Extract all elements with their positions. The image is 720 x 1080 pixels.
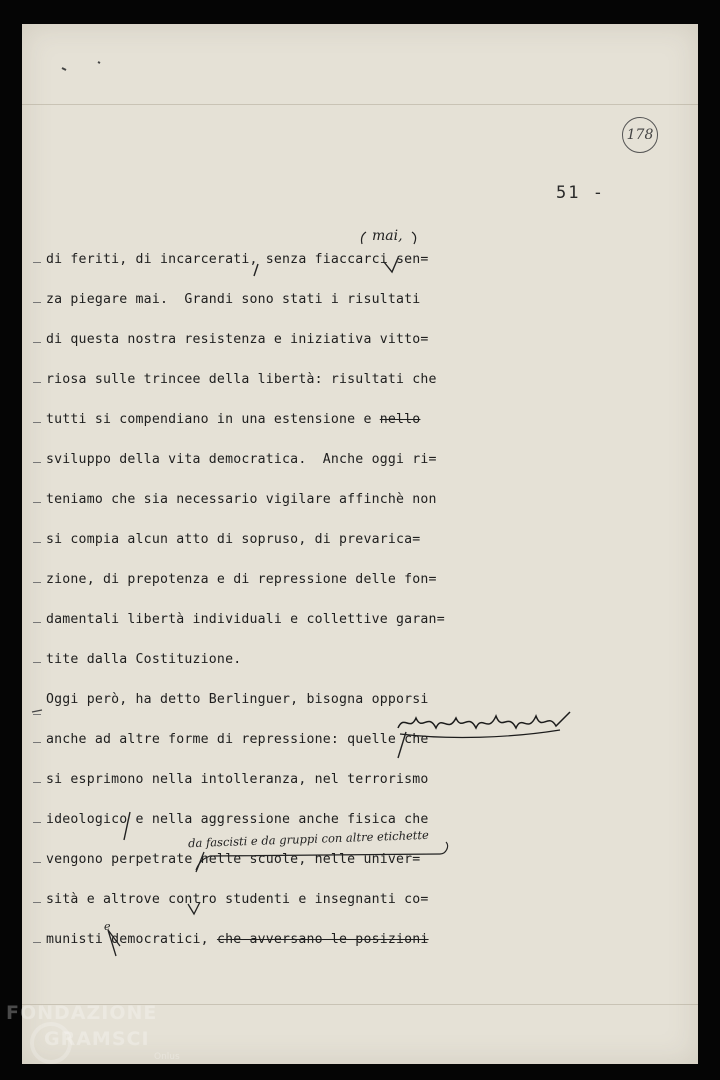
bracket-mark [412,232,416,244]
logo-line-3: Onlus [154,1052,180,1062]
fondazione-gramsci-logo [6,1000,186,1080]
margin-scratch [62,68,66,70]
text-line: Oggi però, ha detto Berlinguer, bisogna opporsi [46,692,429,707]
struck-phrase: che avversano le posizioni [216,932,429,947]
handwritten-insert-fascisti: da fascisti e da gruppi con altre etichette [187,827,430,851]
text-fragment: tutti si compendiano in una estensione e [46,412,380,427]
text-line: ideologico e nella aggressione anche fisica che [46,812,429,827]
text-line: di feriti, di incarcerati, senza fiaccarci sen= [46,252,429,267]
caret-mark [188,902,200,914]
insert-curve [196,842,448,870]
text-line: di questa nostra resistenza e iniziativa vitto= [46,332,429,347]
text-line: sità e altrove contro studenti e insegnanti co= [46,892,429,907]
bracket-mark [362,232,367,244]
comma-insert [254,264,258,276]
struck-word: nello [379,412,421,427]
text-line: si compia alcun atto di sopruso, di prevarica= [46,532,421,547]
text-line: za piegare mai. Grandi sono stati i risultati [46,292,421,307]
page-number: 51 - [556,183,605,203]
handwritten-insert-e: e [104,920,111,933]
logo-line-2: GRAMSCI [44,1028,150,1050]
text-fragment: munisti democratici, [46,932,217,947]
caret-mark [384,258,398,272]
slash-mark [108,930,120,956]
scribble-strike [398,712,570,728]
text-line: riosa sulle trincee della libertà: risultati che [46,372,437,387]
text-line: vengono perpetrate nelle scuole, nelle univer= [46,852,421,867]
slash-mark [196,852,204,872]
handwritten-insert-mai: mai, [372,228,403,244]
slash-mark [398,732,406,758]
text-line: zione, di prepotenza e di repressione delle fon= [46,572,437,587]
text-line: anche ad altre forme di repressione: quelle che [46,732,429,747]
scribble-underline [400,730,560,737]
margin-scratch [32,710,42,712]
text-line: tite dalla Costituzione. [46,652,242,667]
slash-mark [124,812,130,840]
text-line: teniamo che sia necessario vigilare affinchè non [46,492,437,507]
text-line: sviluppo della vita democratica. Anche oggi ri= [46,452,437,467]
text-line: si esprimono nella intolleranza, nel terrorismo [46,772,429,787]
logo-line-1: FONDAZIONE [6,1002,158,1024]
text-line: damentali libertà individuali e collettive garan= [46,612,445,627]
margin-scratch [98,62,100,63]
archive-number: 178 [626,127,654,143]
